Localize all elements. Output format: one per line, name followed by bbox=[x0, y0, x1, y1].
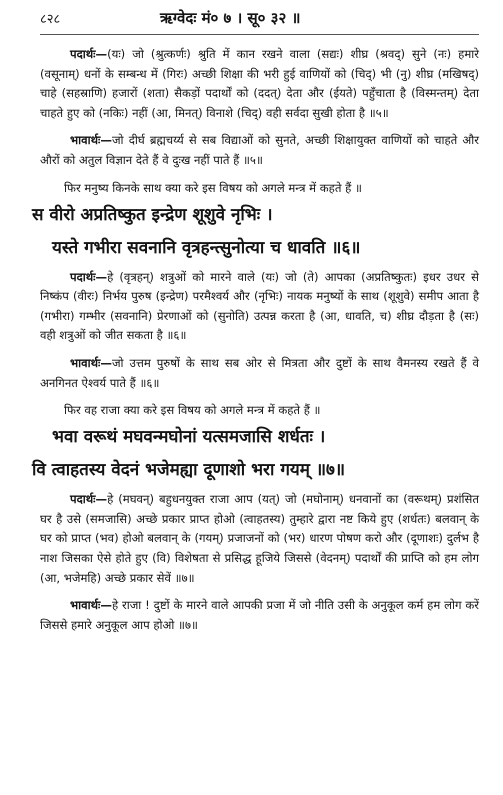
verse6-padartha-text: हे (वृत्रहन्) शत्रुओं को मारने वाले (यः) जो (ते) आपका (अप्रतिष्कुतः) इधर उधर से निष्कंप (वीरः) निर्भय पुरुष (इन्द्रेण) परमैश्वर्य और (नृभिः) नायक मनुष्यों के साथ (शूशुवे) समीप आता है (गभीरा) गम्भीर (सवनानि) प्रेरणाओं को (सुनोति) उत्पन्न करता है (आ, धावति, च) शीघ्र दौड़ता है (सः) वही शत्रुओं को जीत सकता है ॥६॥ bbox=[40, 269, 479, 343]
bhavartha-label: भावार्थः— bbox=[70, 133, 112, 148]
verse6-padartha bbox=[40, 268, 479, 346]
mantra7-line2: वि त्वाहतस्य वेदनं भजेमह्या दूणाशो भरा गयम् ॥७॥ bbox=[32, 460, 346, 481]
verse7-bhavartha bbox=[40, 596, 479, 635]
mantra6-line1: स वीरो अप्रतिष्कुत इन्द्रेण शूशुवे नृभिः । bbox=[32, 204, 273, 225]
verse5-padartha-text: (यः) जो (श्रुत्कर्णः) श्रुति में कान रखने वाला (सद्यः) शीघ्र (श्रवद्) सुने (नः) हमारे (वसूनाम्) धनों के सम्बन्ध में (गिरः) अच्छी शिक्षा की भरी हुई वाणियों को (चिद्) भी (नु) शीघ्र (मखिषद्) चाहे (सहस्राणि) हजारों (शता) सैकड़ों पदार्थों को (ददत्) देता और (ईयते) पहुँचाता है (विस्मन्तम्) देता चाहते हुए को (नकिः) नहीं (आ, मिनत्) विनाशे (चिद्) वही सर्वदा सुखी होता है ॥५॥ bbox=[40, 47, 479, 120]
mantra7-line1: भवा वरूथं मघवन्मघोनां यत्समजासि शर्धतः । bbox=[52, 427, 326, 448]
verse7-intro: फिर वह राजा क्या करे इस विषय को अगले मन्त्र में कहते हैं ॥ bbox=[64, 403, 321, 418]
verse7-bhavartha-text: हे राजा ! दुष्टों के मारने वाले आपकी प्रजा में जो नीति उसी के अनुकूल कर्म हम लोग करें जिससे हमारे अनुकूल आप होओ ॥७॥ bbox=[40, 598, 479, 632]
verse5-padartha bbox=[40, 45, 479, 123]
bhavartha-label: भावार्थः— bbox=[70, 598, 112, 613]
verse5-bhavartha-text: जो दीर्घ ब्रह्मचर्य्य से सब विद्याओं को सुनते, अच्छी शिक्षायुक्त वाणियों को चाहते और औरों को अतुल विज्ञान देते हैं वे दुःख नहीं पाते हैं ॥५॥ bbox=[40, 133, 479, 167]
verse6-bhavartha bbox=[40, 354, 479, 393]
bhavartha-label: भावार्थः— bbox=[70, 355, 112, 370]
mantra6-line2: यस्ते गभीरा सवनानि वृत्रहन्त्सुनोत्या च धावति ॥६॥ bbox=[52, 237, 361, 258]
verse7-padartha bbox=[40, 490, 479, 588]
verse7-padartha-text: हे (मघवन्) बहुधनयुक्त राजा आप (यत्) जो (मघोनाम्) धनवानों का (वरूथम्) प्रशंसित घर है उसे (समजासि) अच्छे प्रकार प्राप्त होओ (त्वाहतस्य) तुम्हारे द्वारा नष्ट किये हुए (शर्धतः) बलवान् के घर को प्राप्त (भव) होओ बलवान् के (गयम्) प्रजाजनों को (भर) धारण पोषण करो और (दूणाशः) दुर्लभ है नाश जिसका ऐसे होते हुए (वि) विशेषता से प्रसिद्ध हूजिये जिससे (वेदनम्) पदार्थों की प्राप्ति को हम लोग (आ, भजेमहि) अच्छे प्रकार सेवें ॥७॥ bbox=[40, 492, 479, 585]
padartha-label: पदार्थः— bbox=[70, 492, 108, 507]
padartha-label: पदार्थः— bbox=[70, 269, 108, 284]
verse6-intro: फिर मनुष्य किनके साथ क्या करे इस विषय को अगले मन्त्र में कहते हैं ॥ bbox=[64, 180, 362, 195]
page-number: ८२८ bbox=[40, 12, 61, 27]
running-title: ऋग्वेदः मं० ७ । सू० ३२ ॥ bbox=[160, 9, 301, 27]
page-header bbox=[40, 8, 479, 35]
verse5-bhavartha bbox=[40, 131, 479, 170]
padartha-label: पदार्थः— bbox=[70, 47, 108, 61]
verse6-bhavartha-text: जो उत्तम पुरुषों के साथ सब ओर से मित्रता और दुष्टों के साथ वैमनस्य रखते हैं वे अनगिनत ऐश्वर्य पाते हैं ॥६॥ bbox=[40, 355, 479, 390]
